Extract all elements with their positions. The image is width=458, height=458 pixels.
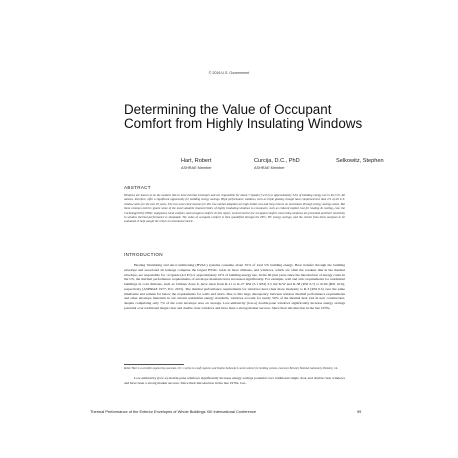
introduction-continued: Low-emissivity (low-e) double-pane windows significantly increase energy savings potential over traditional single clear and double clear windows and have been a strong market success. Since their introduction in the late 1970s, low- [124,376,345,385]
introduction-body [124,263,345,311]
author-name: Selkowitz, Stephen [336,158,384,164]
introduction-heading: INTRODUCTION [124,252,163,257]
author-affiliation: ASHRAE Member [254,166,285,170]
author-1 [181,158,212,170]
page-number: 99 [357,409,362,414]
author-affiliation: ASHRAE Member [181,166,212,170]
abstract-heading: ABSTRACT [124,185,151,190]
copyright-notice: © 2016 U.S. Government [208,71,250,75]
author-3 [336,158,384,166]
author-list [0,158,458,178]
author-name: Curcija, D.C., PhD [254,158,300,164]
footnote-divider [124,364,184,365]
author-2 [254,158,300,170]
abstract-text: Windows are known to be the weakest link in most thermal envelopes and are responsible for about 7 Quads (7.4 EJ) or approximately 34% of building energy use in the U.S. All nations, therefore, offer a significant opportunity for building energy savings. High performance windows, such as triple glazing, though have comprised less than 2% of all U.S. window sales for the last 20 years. The two most cited reasons for this low market adoption are high initial cost and long returns on investment through energy savings alone. But these common metrics ignore some of the most valuable characteristics of highly insulating windows to consumers, such as reduced capital cost for heating & cooling, cost. the Curbeing(2016): HVAC equipment, local comfort, and occupant comfort. In this report, several metrics for occupant comfort concerning windows are presented and their sensitivity to window thermal performance is simulated. The value of occupant comfort is then quantified through the EPC, BC energy savings, and the results from these analyses to be evaluated. It help weight the return on investment metric. [124,193,345,224]
author-name: Hart, Robert [181,158,212,164]
author-footnote: Robert Hart is a scientific engineering associate, D.C. Curcija is a staff engineer, and Stephen Selkowitz is senior advisor for building systems, Lawrence Berkeley National Laboratory, Berkeley, CA. [124,367,338,370]
paper-title: Determining the Value of Occupant Comfort from Highly Insulating Windows [124,102,363,131]
page-footer [0,409,458,417]
body-paragraph: Heating Ventilating and Air-Conditioning (HVAC) systems consume about 35% of total US building energy. Heat transfer through the building envelope and associated air leakage comprise the largest HVAC loads in most climates, and windows, which are often the weakest link in the thermal envelope, are responsible for ~4 Quads (4.2 EJ) or approximately 10% of building energy use. In the 40 plus years since the introduction of energy codes in the US, the thermal performance requirements of envelope materials have increased significantly. For example, wall and attic requirements for residential buildings in cold climates, such as Climate Zone 6, have risen from R-11 to R-27 RSI (5.1 RSI) 3.5 m2·K/W and R-38 (RSI 6.7) to R-60 (RSI 10.6), respectively (ASHRAE 1977; ICC 2015). The thermal performance requirements for windows have risen more modestly to R-3 (RSI 0.5) over the same timeframe and remain far below the requirements for walls and attics. Due to this large discrepancy between window thermal performance requirements and other envelope materials in our current residential energy standards, windows account for nearly 50% of the thermal heat loss in new construction, despite comprising only 7% of the total envelope area on average. Low-emissivity (low-e) double-pane windows significantly increase energy savings potential over traditional single clear and double clear windows and have been a strong market success. Since their introduction in the late 1970s, [124,263,345,310]
conference-name: Thermal Performance of the Exterior Envelopes of Whole Buildings XIII International Conference [90,409,257,414]
